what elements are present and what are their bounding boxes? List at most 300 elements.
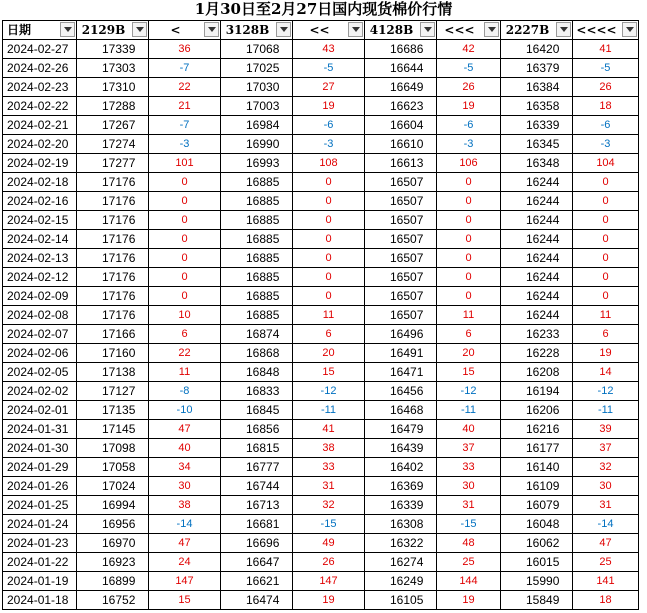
price-cell[interactable]: 16244 <box>501 192 573 211</box>
price-cell[interactable]: 16369 <box>365 477 437 496</box>
table-row <box>3 420 639 439</box>
change-cell[interactable]: 22 <box>149 344 221 363</box>
price-cell[interactable]: 16244 <box>501 173 573 192</box>
price-cell[interactable]: 17277 <box>77 154 149 173</box>
price-cell[interactable]: 16507 <box>365 306 437 325</box>
change-cell[interactable]: 0 <box>293 173 365 192</box>
change-cell[interactable]: -5 <box>437 59 501 78</box>
price-cell[interactable]: 17166 <box>77 325 149 344</box>
price-cell[interactable]: 17098 <box>77 439 149 458</box>
change-cell[interactable]: 0 <box>437 268 501 287</box>
change-cell[interactable]: 0 <box>149 287 221 306</box>
price-cell[interactable]: 16244 <box>501 211 573 230</box>
price-cell[interactable]: 16815 <box>221 439 293 458</box>
table-row <box>3 477 639 496</box>
change-cell[interactable]: 36 <box>149 40 221 59</box>
change-cell[interactable]: 20 <box>437 344 501 363</box>
date-cell[interactable]: 2024-02-16 <box>3 192 77 211</box>
date-cell[interactable]: 2024-02-09 <box>3 287 77 306</box>
change-cell[interactable]: 0 <box>293 192 365 211</box>
price-cell[interactable]: 17339 <box>77 40 149 59</box>
change-cell[interactable]: 18 <box>573 97 639 116</box>
price-cell[interactable]: 16649 <box>365 78 437 97</box>
change-cell[interactable]: 11 <box>149 363 221 382</box>
price-cell[interactable]: 17176 <box>77 192 149 211</box>
change-cell[interactable]: 0 <box>293 287 365 306</box>
change-cell[interactable]: 15 <box>149 591 221 610</box>
change-cell[interactable]: 6 <box>293 325 365 344</box>
table-row <box>3 382 639 401</box>
change-cell[interactable]: 40 <box>149 439 221 458</box>
price-cell[interactable]: 17176 <box>77 230 149 249</box>
change-cell[interactable]: 26 <box>293 553 365 572</box>
price-cell[interactable]: 16015 <box>501 553 573 572</box>
price-cell[interactable]: 16348 <box>501 154 573 173</box>
change-cell[interactable]: 19 <box>293 97 365 116</box>
change-cell[interactable]: 147 <box>293 572 365 591</box>
price-cell[interactable]: 17310 <box>77 78 149 97</box>
change-cell[interactable]: 0 <box>573 173 639 192</box>
change-cell[interactable]: -3 <box>437 135 501 154</box>
change-cell[interactable]: 27 <box>293 78 365 97</box>
price-cell[interactable]: 16308 <box>365 515 437 534</box>
change-cell[interactable]: 20 <box>293 344 365 363</box>
price-cell[interactable]: 16713 <box>221 496 293 515</box>
filter-dropdown-icon[interactable] <box>132 22 147 37</box>
change-cell[interactable]: 106 <box>437 154 501 173</box>
price-cell[interactable]: 16610 <box>365 135 437 154</box>
change-cell[interactable]: 108 <box>293 154 365 173</box>
price-cell[interactable]: 16468 <box>365 401 437 420</box>
price-cell[interactable]: 17176 <box>77 173 149 192</box>
change-cell[interactable]: 0 <box>437 230 501 249</box>
date-cell[interactable]: 2024-02-18 <box>3 173 77 192</box>
change-cell[interactable]: 0 <box>149 192 221 211</box>
change-cell[interactable]: -14 <box>149 515 221 534</box>
price-cell[interactable]: 16885 <box>221 173 293 192</box>
table-row <box>3 401 639 420</box>
change-cell[interactable]: -12 <box>293 382 365 401</box>
change-cell[interactable]: 0 <box>149 173 221 192</box>
date-cell[interactable]: 2024-01-31 <box>3 420 77 439</box>
price-cell[interactable]: 16686 <box>365 40 437 59</box>
price-cell[interactable]: 16647 <box>221 553 293 572</box>
price-cell[interactable]: 16613 <box>365 154 437 173</box>
price-cell[interactable]: 16420 <box>501 40 573 59</box>
price-cell[interactable]: 16885 <box>221 230 293 249</box>
table-row <box>3 496 639 515</box>
change-cell[interactable]: -3 <box>573 135 639 154</box>
change-cell[interactable]: 11 <box>437 306 501 325</box>
filter-dropdown-icon[interactable] <box>484 22 499 37</box>
price-cell[interactable]: 16456 <box>365 382 437 401</box>
change-cell[interactable]: 0 <box>149 230 221 249</box>
change-cell[interactable]: 0 <box>573 230 639 249</box>
price-cell[interactable]: 16474 <box>221 591 293 610</box>
price-cell[interactable]: 16109 <box>501 477 573 496</box>
price-cell[interactable]: 16177 <box>501 439 573 458</box>
date-cell[interactable]: 2024-01-24 <box>3 515 77 534</box>
change-cell[interactable]: 0 <box>149 211 221 230</box>
change-cell[interactable]: 32 <box>293 496 365 515</box>
table-row <box>3 325 639 344</box>
change-cell[interactable]: -8 <box>149 382 221 401</box>
change-cell[interactable]: 25 <box>573 553 639 572</box>
price-cell[interactable]: 16194 <box>501 382 573 401</box>
filter-dropdown-icon[interactable] <box>60 22 75 37</box>
price-cell[interactable]: 15990 <box>501 572 573 591</box>
price-cell[interactable]: 17176 <box>77 268 149 287</box>
date-cell[interactable]: 2024-02-20 <box>3 135 77 154</box>
table-row <box>3 553 639 572</box>
date-cell[interactable]: 2024-02-05 <box>3 363 77 382</box>
date-cell[interactable]: 2024-02-15 <box>3 211 77 230</box>
change-cell[interactable]: -14 <box>573 515 639 534</box>
price-cell[interactable]: 16507 <box>365 230 437 249</box>
price-cell[interactable]: 16339 <box>365 496 437 515</box>
price-cell[interactable]: 17176 <box>77 306 149 325</box>
change-cell[interactable]: 101 <box>149 154 221 173</box>
price-cell[interactable]: 16496 <box>365 325 437 344</box>
price-cell[interactable]: 16379 <box>501 59 573 78</box>
date-cell[interactable]: 2024-02-07 <box>3 325 77 344</box>
change-cell[interactable]: -5 <box>573 59 639 78</box>
change-cell[interactable]: 22 <box>149 78 221 97</box>
price-cell[interactable]: 16874 <box>221 325 293 344</box>
change-cell[interactable]: 10 <box>149 306 221 325</box>
price-cell[interactable]: 16507 <box>365 268 437 287</box>
change-cell[interactable]: 0 <box>149 268 221 287</box>
filter-dropdown-icon[interactable] <box>556 22 571 37</box>
change-cell[interactable]: 147 <box>149 572 221 591</box>
date-cell[interactable]: 2024-02-14 <box>3 230 77 249</box>
change-cell[interactable]: 6 <box>573 325 639 344</box>
change-cell[interactable]: 48 <box>437 534 501 553</box>
change-cell[interactable]: 24 <box>149 553 221 572</box>
table-row <box>3 192 639 211</box>
change-cell[interactable]: 0 <box>293 268 365 287</box>
price-cell[interactable]: 17267 <box>77 116 149 135</box>
change-cell[interactable]: 11 <box>573 306 639 325</box>
change-cell[interactable]: -12 <box>573 382 639 401</box>
table-row <box>3 306 639 325</box>
change-cell[interactable]: -6 <box>573 116 639 135</box>
change-cell[interactable]: 33 <box>437 458 501 477</box>
price-cell[interactable]: 16956 <box>77 515 149 534</box>
change-cell[interactable]: 0 <box>293 211 365 230</box>
price-cell[interactable]: 17138 <box>77 363 149 382</box>
date-cell[interactable]: 2024-01-18 <box>3 591 77 610</box>
filter-dropdown-icon[interactable] <box>204 22 219 37</box>
price-cell[interactable]: 16339 <box>501 116 573 135</box>
price-cell[interactable]: 16062 <box>501 534 573 553</box>
table-row <box>3 249 639 268</box>
price-cell[interactable]: 16439 <box>365 439 437 458</box>
table-row <box>3 458 639 477</box>
price-cell[interactable]: 16140 <box>501 458 573 477</box>
price-cell[interactable]: 16507 <box>365 192 437 211</box>
price-cell[interactable]: 16604 <box>365 116 437 135</box>
column-header-label: 日期 <box>7 23 32 37</box>
change-cell[interactable]: -7 <box>149 59 221 78</box>
price-cell[interactable]: 16621 <box>221 572 293 591</box>
change-cell[interactable]: 40 <box>437 420 501 439</box>
date-cell[interactable]: 2024-02-01 <box>3 401 77 420</box>
price-cell[interactable]: 16644 <box>365 59 437 78</box>
price-cell[interactable]: 17068 <box>221 40 293 59</box>
change-cell[interactable]: 0 <box>437 192 501 211</box>
price-cell[interactable]: 16322 <box>365 534 437 553</box>
change-cell[interactable]: -15 <box>437 515 501 534</box>
date-cell[interactable]: 2024-02-27 <box>3 40 77 59</box>
price-cell[interactable]: 15849 <box>501 591 573 610</box>
price-cell[interactable]: 16507 <box>365 211 437 230</box>
change-cell[interactable]: 104 <box>573 154 639 173</box>
price-cell[interactable]: 16885 <box>221 268 293 287</box>
change-cell[interactable]: 41 <box>293 420 365 439</box>
change-cell[interactable]: 30 <box>573 477 639 496</box>
price-cell[interactable]: 17176 <box>77 211 149 230</box>
change-cell[interactable]: 14 <box>573 363 639 382</box>
change-cell[interactable]: 141 <box>573 572 639 591</box>
date-cell[interactable]: 2024-02-26 <box>3 59 77 78</box>
price-cell[interactable]: 16244 <box>501 230 573 249</box>
change-cell[interactable]: 33 <box>293 458 365 477</box>
price-cell[interactable]: 16358 <box>501 97 573 116</box>
price-cell[interactable]: 16752 <box>77 591 149 610</box>
change-cell[interactable]: 144 <box>437 572 501 591</box>
column-header-7 <box>501 21 573 40</box>
price-cell[interactable]: 17303 <box>77 59 149 78</box>
price-cell[interactable]: 16923 <box>77 553 149 572</box>
price-cell[interactable]: 16208 <box>501 363 573 382</box>
change-cell[interactable]: 0 <box>573 211 639 230</box>
price-cell[interactable]: 16228 <box>501 344 573 363</box>
change-cell[interactable]: -15 <box>293 515 365 534</box>
change-cell[interactable]: 19 <box>293 591 365 610</box>
change-cell[interactable]: 19 <box>437 591 501 610</box>
price-cell[interactable]: 17024 <box>77 477 149 496</box>
date-cell[interactable]: 2024-02-12 <box>3 268 77 287</box>
change-cell[interactable]: 0 <box>573 268 639 287</box>
date-cell[interactable]: 2024-02-13 <box>3 249 77 268</box>
filter-dropdown-icon[interactable] <box>276 22 291 37</box>
price-cell[interactable]: 16479 <box>365 420 437 439</box>
price-cell[interactable]: 16079 <box>501 496 573 515</box>
price-cell[interactable]: 16507 <box>365 173 437 192</box>
date-cell[interactable]: 2024-01-19 <box>3 572 77 591</box>
price-cell[interactable]: 16507 <box>365 249 437 268</box>
date-cell[interactable]: 2024-01-26 <box>3 477 77 496</box>
change-cell[interactable]: -11 <box>437 401 501 420</box>
price-cell[interactable]: 16899 <box>77 572 149 591</box>
change-cell[interactable]: 6 <box>437 325 501 344</box>
price-cell[interactable]: 16249 <box>365 572 437 591</box>
date-cell[interactable]: 2024-02-23 <box>3 78 77 97</box>
price-cell[interactable]: 17135 <box>77 401 149 420</box>
price-cell[interactable]: 16845 <box>221 401 293 420</box>
price-cell[interactable]: 17030 <box>221 78 293 97</box>
change-cell[interactable]: -3 <box>293 135 365 154</box>
price-cell[interactable]: 16244 <box>501 268 573 287</box>
date-cell[interactable]: 2024-01-22 <box>3 553 77 572</box>
date-cell[interactable]: 2024-01-30 <box>3 439 77 458</box>
change-cell[interactable]: 26 <box>573 78 639 97</box>
price-cell[interactable]: 16048 <box>501 515 573 534</box>
date-cell[interactable]: 2024-01-25 <box>3 496 77 515</box>
price-cell[interactable]: 16105 <box>365 591 437 610</box>
price-cell[interactable]: 17288 <box>77 97 149 116</box>
price-cell[interactable]: 16491 <box>365 344 437 363</box>
price-cell[interactable]: 17176 <box>77 249 149 268</box>
change-cell[interactable]: 37 <box>437 439 501 458</box>
change-cell[interactable]: 25 <box>437 553 501 572</box>
table-row <box>3 230 639 249</box>
price-cell[interactable]: 16681 <box>221 515 293 534</box>
filter-dropdown-icon[interactable] <box>348 22 363 37</box>
change-cell[interactable]: -12 <box>437 382 501 401</box>
change-cell[interactable]: 39 <box>573 420 639 439</box>
change-cell[interactable]: 38 <box>293 439 365 458</box>
change-cell[interactable]: 0 <box>293 249 365 268</box>
change-cell[interactable]: -10 <box>149 401 221 420</box>
price-cell[interactable]: 16206 <box>501 401 573 420</box>
price-cell[interactable]: 16885 <box>221 192 293 211</box>
column-header-2 <box>149 21 221 40</box>
date-cell[interactable]: 2024-01-23 <box>3 534 77 553</box>
price-cell[interactable]: 16244 <box>501 287 573 306</box>
change-cell[interactable]: 31 <box>437 496 501 515</box>
change-cell[interactable]: -3 <box>149 135 221 154</box>
price-cell[interactable]: 16885 <box>221 287 293 306</box>
date-cell[interactable]: 2024-02-06 <box>3 344 77 363</box>
date-cell[interactable]: 2024-02-21 <box>3 116 77 135</box>
change-cell[interactable]: 30 <box>149 477 221 496</box>
price-cell[interactable]: 16244 <box>501 306 573 325</box>
price-cell[interactable]: 16885 <box>221 306 293 325</box>
price-cell[interactable]: 16744 <box>221 477 293 496</box>
change-cell[interactable]: 11 <box>293 306 365 325</box>
change-cell[interactable]: 30 <box>437 477 501 496</box>
price-cell[interactable]: 16777 <box>221 458 293 477</box>
price-cell[interactable]: 16233 <box>501 325 573 344</box>
change-cell[interactable]: 19 <box>573 344 639 363</box>
price-cell[interactable]: 16507 <box>365 287 437 306</box>
date-cell[interactable]: 2024-02-08 <box>3 306 77 325</box>
price-cell[interactable]: 16993 <box>221 154 293 173</box>
price-cell[interactable]: 16345 <box>501 135 573 154</box>
change-cell[interactable]: 0 <box>573 249 639 268</box>
change-cell[interactable]: 0 <box>437 173 501 192</box>
price-cell[interactable]: 17003 <box>221 97 293 116</box>
price-cell[interactable]: 16384 <box>501 78 573 97</box>
change-cell[interactable]: 0 <box>573 192 639 211</box>
price-cell[interactable]: 16216 <box>501 420 573 439</box>
date-cell[interactable]: 2024-02-22 <box>3 97 77 116</box>
table-row <box>3 59 639 78</box>
price-cell[interactable]: 17145 <box>77 420 149 439</box>
price-cell[interactable]: 17160 <box>77 344 149 363</box>
change-cell[interactable]: 26 <box>437 78 501 97</box>
price-cell[interactable]: 17274 <box>77 135 149 154</box>
price-cell[interactable]: 16970 <box>77 534 149 553</box>
change-cell[interactable]: 0 <box>437 287 501 306</box>
price-cell[interactable]: 16885 <box>221 249 293 268</box>
price-cell[interactable]: 16868 <box>221 344 293 363</box>
change-cell[interactable]: 47 <box>149 420 221 439</box>
price-cell[interactable]: 17025 <box>221 59 293 78</box>
change-cell[interactable]: -7 <box>149 116 221 135</box>
date-cell[interactable]: 2024-01-29 <box>3 458 77 477</box>
change-cell[interactable]: 31 <box>293 477 365 496</box>
price-cell[interactable]: 16885 <box>221 211 293 230</box>
date-cell[interactable]: 2024-02-02 <box>3 382 77 401</box>
price-cell[interactable]: 17058 <box>77 458 149 477</box>
price-cell[interactable]: 16244 <box>501 249 573 268</box>
price-cell[interactable]: 16471 <box>365 363 437 382</box>
change-cell[interactable]: -6 <box>437 116 501 135</box>
price-cell[interactable]: 16856 <box>221 420 293 439</box>
price-cell[interactable]: 16848 <box>221 363 293 382</box>
change-cell[interactable]: 32 <box>573 458 639 477</box>
change-cell[interactable]: 41 <box>573 40 639 59</box>
price-cell[interactable]: 16696 <box>221 534 293 553</box>
filter-dropdown-icon[interactable] <box>622 22 637 37</box>
change-cell[interactable]: 0 <box>293 230 365 249</box>
change-cell[interactable]: -11 <box>293 401 365 420</box>
change-cell[interactable]: 18 <box>573 591 639 610</box>
change-cell[interactable]: 0 <box>149 249 221 268</box>
change-cell[interactable]: 0 <box>437 249 501 268</box>
date-cell[interactable]: 2024-02-19 <box>3 154 77 173</box>
price-cell[interactable]: 16274 <box>365 553 437 572</box>
price-cell[interactable]: 16623 <box>365 97 437 116</box>
change-cell[interactable]: 15 <box>437 363 501 382</box>
change-cell[interactable]: 15 <box>293 363 365 382</box>
price-cell[interactable]: 16833 <box>221 382 293 401</box>
change-cell[interactable]: 43 <box>293 40 365 59</box>
change-cell[interactable]: 34 <box>149 458 221 477</box>
change-cell[interactable]: 38 <box>149 496 221 515</box>
change-cell[interactable]: -5 <box>293 59 365 78</box>
table-row <box>3 287 639 306</box>
filter-dropdown-icon[interactable] <box>420 22 435 37</box>
change-cell[interactable]: 6 <box>149 325 221 344</box>
change-cell[interactable]: 19 <box>437 97 501 116</box>
change-cell[interactable]: -11 <box>573 401 639 420</box>
column-header-label: < <box>170 23 181 37</box>
price-cell[interactable]: 17176 <box>77 287 149 306</box>
change-cell[interactable]: 49 <box>293 534 365 553</box>
change-cell[interactable]: 31 <box>573 496 639 515</box>
price-cell[interactable]: 16402 <box>365 458 437 477</box>
change-cell[interactable]: 0 <box>573 287 639 306</box>
change-cell[interactable]: 0 <box>437 211 501 230</box>
change-cell[interactable]: 47 <box>149 534 221 553</box>
price-cell[interactable]: 16984 <box>221 116 293 135</box>
price-cell[interactable]: 16994 <box>77 496 149 515</box>
change-cell[interactable]: 37 <box>573 439 639 458</box>
change-cell[interactable]: 21 <box>149 97 221 116</box>
table-row <box>3 515 639 534</box>
change-cell[interactable]: -6 <box>293 116 365 135</box>
price-cell[interactable]: 16990 <box>221 135 293 154</box>
price-cell[interactable]: 17127 <box>77 382 149 401</box>
header-row <box>3 21 639 40</box>
column-header-label: <<< <box>444 23 475 37</box>
change-cell[interactable]: 47 <box>573 534 639 553</box>
change-cell[interactable]: 42 <box>437 40 501 59</box>
